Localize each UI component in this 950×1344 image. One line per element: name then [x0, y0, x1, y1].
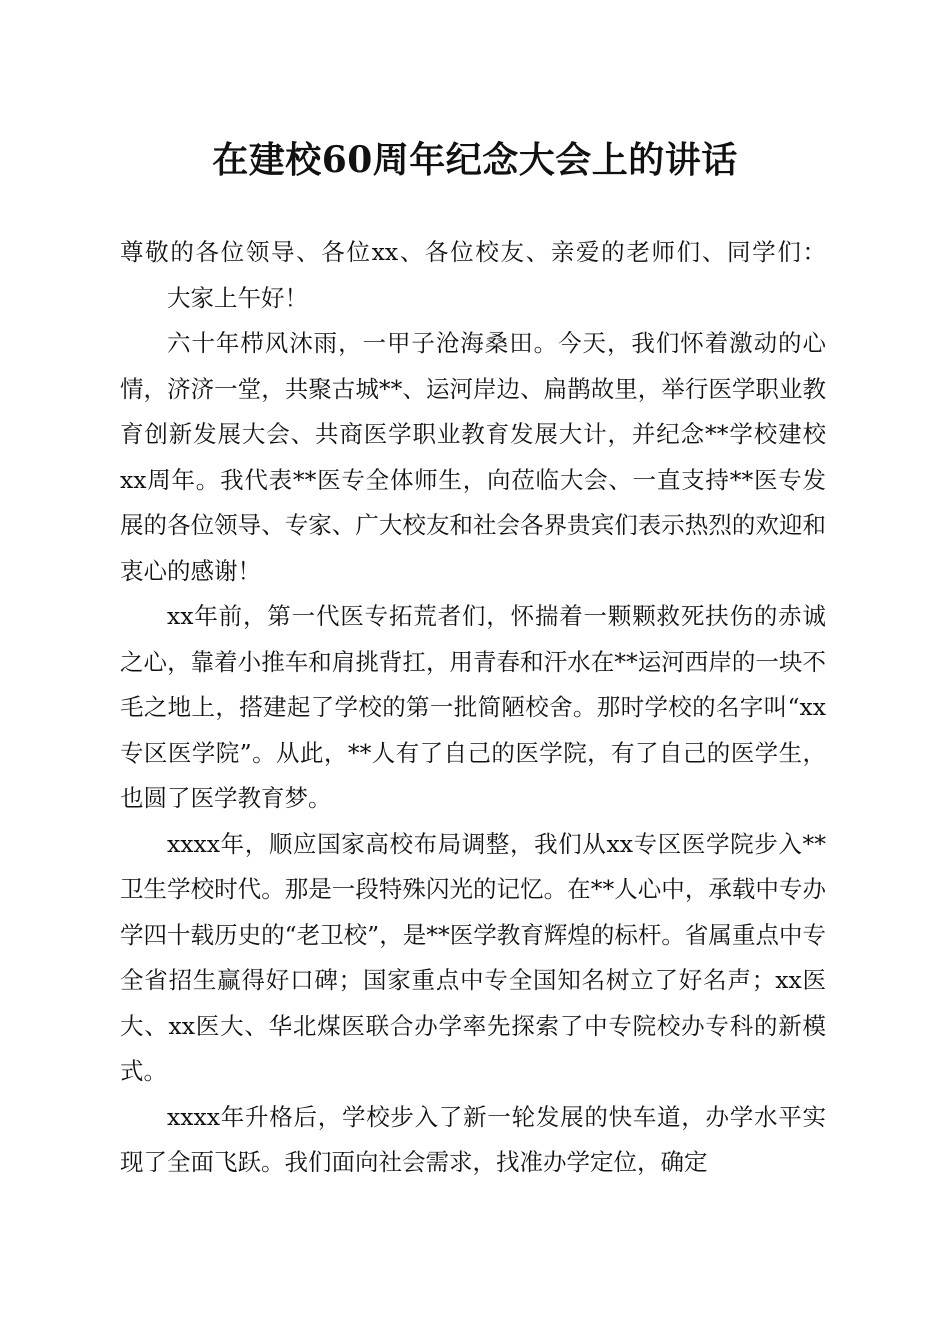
greeting-line: 大家上午好！	[167, 283, 308, 312]
document-body	[120, 230, 826, 1186]
salutation-line: 尊敬的各位领导、各位xx、各位校友、亲爱的老师们、同学们：	[120, 238, 826, 266]
body-paragraph: xx年前，第一代医专拓荒者们，怀揣着一颗颗救死扶伤的赤诚之心，靠着小推车和肩挑背扛，用青春和汗水在**运河西岸的一块不毛之地上，搭建起了学校的第一批简陋校舍。那时学校的名字叫“xx专区医学院”。从此，**人有了自己的医学院，有了自己的医学生，也圆了医学教育梦。	[120, 602, 826, 812]
document-title: 在建校60周年纪念大会上的讲话	[212, 139, 738, 181]
body-paragraph: 六十年栉风沐雨，一甲子沧海桑田。今天，我们怀着激动的心情，济济一堂，共聚古城**、运河岸边、扁鹊故里，举行医学职业教育创新发展大会、共商医学职业教育发展大计，并纪念**学校建校xx周年。我代表**医专全体师生，向莅临大会、一直支持**医专发展的各位领导、专家、广大校友和社会各界贵宾们表示热烈的欢迎和衷心的感谢！	[120, 329, 826, 585]
body-paragraph: xxxx年升格后，学校步入了新一轮发展的快车道，办学水平实现了全面飞跃。我们面向社会需求，找准办学定位，确定	[120, 1102, 826, 1176]
body-paragraph: xxxx年，顺应国家高校布局调整，我们从xx专区医学院步入**卫生学校时代。那是一段特殊闪光的记忆。在**人心中，承载中专办学四十载历史的“老卫校”，是**医学教育辉煌的标杆。省属重点中专全省招生赢得好口碑；国家重点中专全国知名树立了好名声；xx医大、xx医大、华北煤医联合办学率先探索了中专院校办专科的新模式。	[120, 829, 826, 1085]
